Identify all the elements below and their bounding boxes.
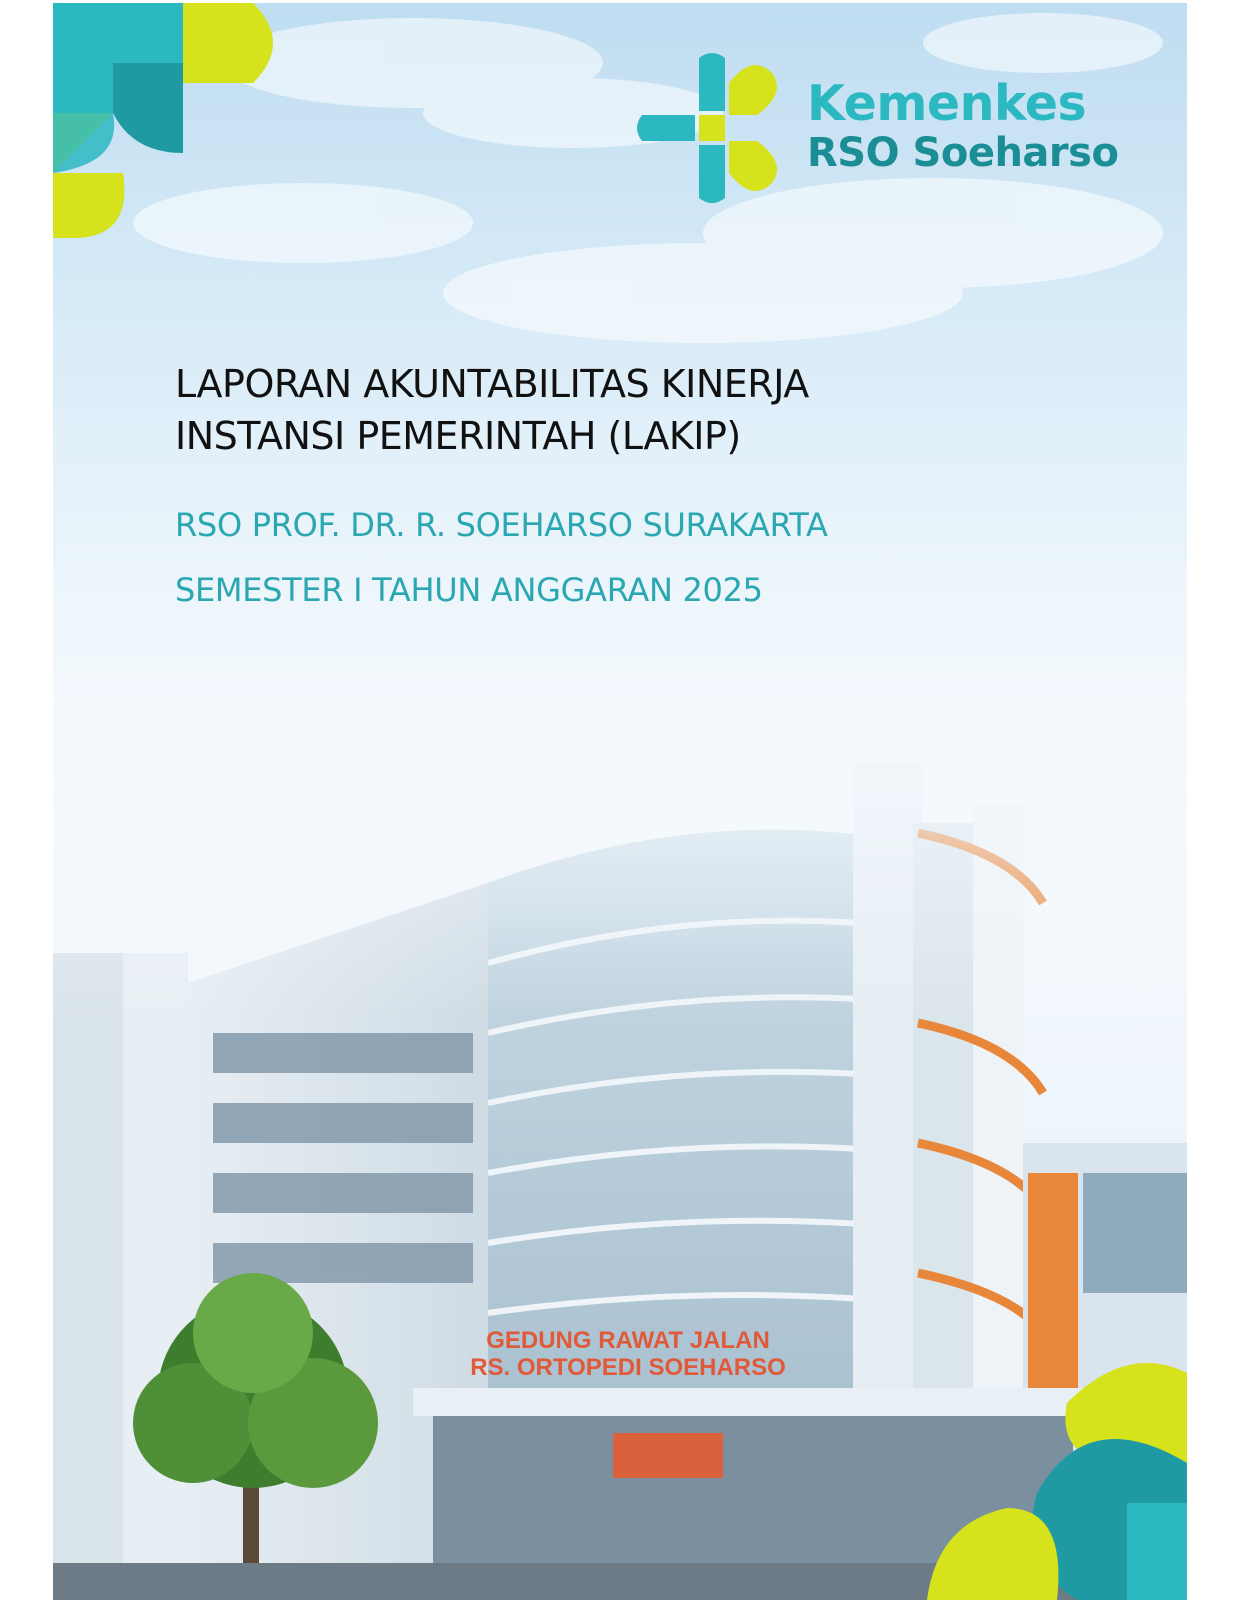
cover-page [53, 3, 1187, 1600]
kemenkes-logo-mark [637, 53, 787, 203]
brand-name-rso: RSO Soeharso [807, 130, 1119, 176]
corner-decoration-bottom-right [927, 1343, 1187, 1600]
report-title [175, 358, 1075, 462]
hospital-name: RSO PROF. DR. R. SOEHARSO SURAKARTA [175, 506, 828, 544]
brand-name-kemenkes: Kemenkes [807, 75, 1087, 132]
report-title-line2: INSTANSI PEMERINTAH (LAKIP) [175, 414, 741, 458]
kemenkes-logo [637, 53, 1137, 203]
corner-decoration-top-left [53, 3, 293, 243]
report-title-line1: LAPORAN AKUNTABILITAS KINERJA [175, 362, 809, 406]
report-period: SEMESTER I TAHUN ANGGARAN 2025 [175, 571, 763, 609]
